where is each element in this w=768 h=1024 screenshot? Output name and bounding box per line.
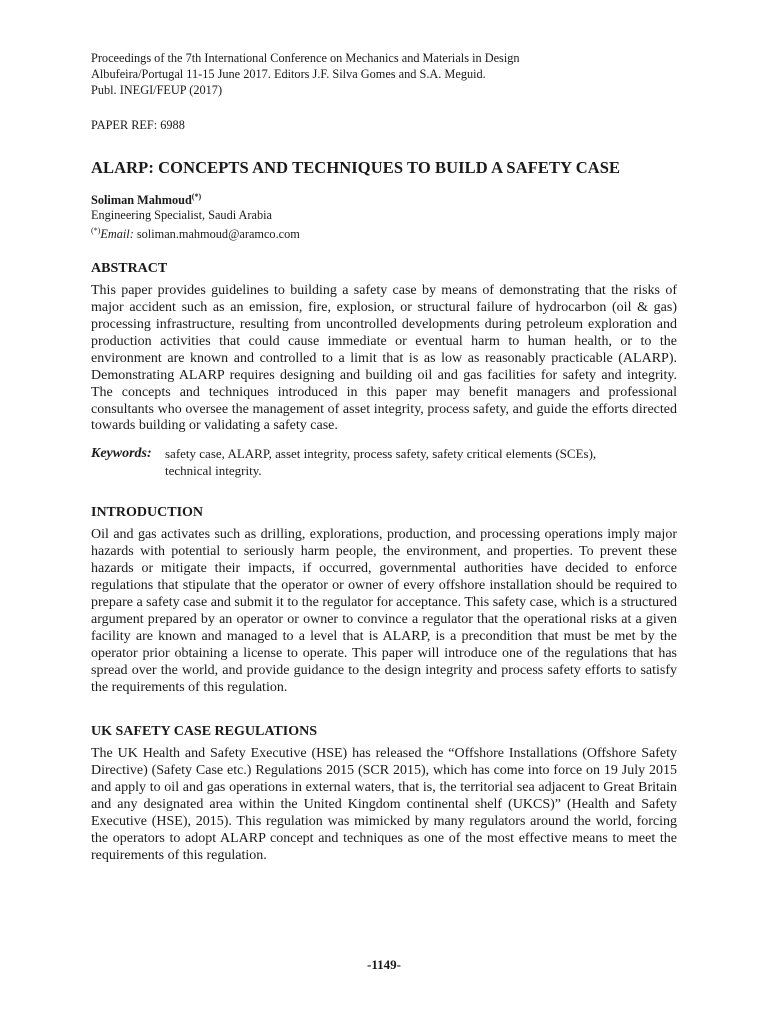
page-number: -1149- (367, 957, 401, 972)
author-marker: (*) (191, 192, 202, 201)
author-email-line (91, 223, 677, 242)
uk-regulations-heading: UK SAFETY CASE REGULATIONS (91, 724, 317, 740)
uk-regulations-text: The UK Health and Safety Executive (HSE) has released the “Offshore Installations (Offshore Safety Directive) (Safety Case etc.) Regulations 2015 (SCR 2015), which has come into force on 19 July 2015 and apply to oil and gas operations in external waters, that is, the territorial sea adjacent to Great Britain and any designated area within the United Kingdom continental shelf (UKCS)” (Health and Safety Executive (HSE), 2015). This regulation was mimicked by many regulators around the world, forcing the operators to adopt ALARP concept and techniques as one of the most effective means to meet the requirements of this regulation. (91, 746, 677, 863)
header-line-1: Proceedings of the 7th International Conference on Mechanics and Materials in Design (91, 51, 520, 65)
paper-ref: PAPER REF: 6988 (91, 118, 185, 132)
abstract-text: This paper provides guidelines to building a safety case by means of demonstrating that the risks of major accident such as an emission, fire, explosion, or structural failure of hydrocarbon (oil & gas) processing infrastructure, resulting from uncontrolled developments during petroleum exploration and production activities that could cause immediate or eventual harm to human health, or to the environment are known and controlled to a limit that is as low as reasonably practicable (ALARP). Demonstrating ALARP requires designing and building oil and gas facilities for safety and integrity. The concepts and techniques introduced in this paper may benefit managers and professional consultants who oversee the management of asset integrity, process safety, and guide the efforts directed towards building or validating a safety case. (91, 283, 677, 434)
author-name (91, 192, 677, 208)
header-line-3: Publ. INEGI/FEUP (2017) (91, 83, 223, 97)
author-affiliation: Engineering Specialist, Saudi Arabia (91, 208, 272, 223)
author-name-text: Soliman Mahmoud (91, 193, 192, 208)
paper-title: ALARP: CONCEPTS AND TECHNIQUES TO BUILD A SAFETY CASE (91, 158, 621, 177)
header-line-2: Albufeira/Portugal 11-15 June 2017. Editors J.F. Silva Gomes and S.A. Meguid. (91, 67, 486, 81)
keywords-text: safety case, ALARP, asset integrity, process safety, safety critical elements (SCEs), technical integrity. (165, 446, 597, 479)
abstract-heading: ABSTRACT (91, 261, 168, 277)
paper-page (91, 50, 677, 865)
introduction-heading: INTRODUCTION (91, 505, 204, 521)
keywords-label: Keywords: (91, 446, 152, 462)
email-label: Email: (100, 227, 134, 242)
introduction-text: Oil and gas activates such as drilling, explorations, production, and processing operations imply major hazards with potential to seriously harm people, the environment, and properties. To prevent these hazards or mitigate their impacts, if occurred, governmental authorities have decided to enforce regulations that stipulate that the operator or owner of every offshore installation should be required to prepare a safety case and submit it to the regulator for acceptance. This safety case, which is a structured argument prepared by an operator or owner to convince a regulator that the operational risks at a given facility are known and managed to a level that is ALARP, is a precondition that must be met by the operator prior obtaining a license to operate. This paper will introduce one of the regulations that has spread over the world, and provide guidance to the design integrity and process safety efforts to satisfy the requirements of this regulation. (91, 527, 677, 695)
email-marker: (*) (91, 226, 101, 236)
email-address[interactable]: soliman.mahmoud@aramco.com (136, 227, 300, 242)
keywords (91, 445, 677, 479)
proceedings-header (91, 50, 677, 98)
